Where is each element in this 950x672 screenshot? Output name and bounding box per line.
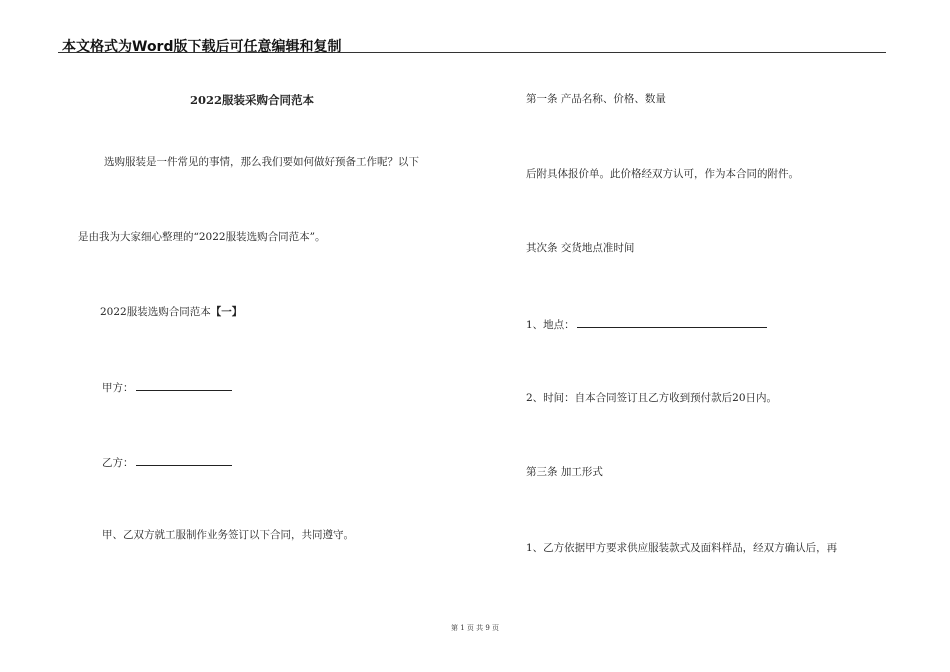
agreement-line: 甲、乙双方就工服制作业务签订以下合同，共同遵守。 bbox=[102, 529, 354, 541]
party-a-blank bbox=[136, 381, 232, 391]
place-label: 1、地点： bbox=[526, 319, 575, 331]
article-2-heading: 其次条 交货地点准时间 bbox=[526, 242, 635, 254]
place-line bbox=[526, 318, 767, 331]
party-b-label: 乙方： bbox=[102, 457, 134, 469]
article-3-item-1: 1、乙方依据甲方要求供应服装款式及面料样品，经双方确认后，再 bbox=[526, 542, 838, 554]
page-indicator: 第 1 页 共 9 页 bbox=[450, 624, 500, 632]
party-a-line bbox=[102, 381, 232, 394]
intro-paragraph-line-2: 是由我为大家细心整理的“2022服装选购合同范本”。 bbox=[78, 231, 326, 243]
time-line: 2、时间：自本合同签订且乙方收到预付款后20日内。 bbox=[526, 392, 778, 404]
section-heading-text: 2022服装选购合同范本 bbox=[100, 306, 211, 318]
section-heading bbox=[100, 307, 242, 318]
place-blank bbox=[577, 318, 767, 328]
section-heading-number: 【一】 bbox=[210, 306, 243, 318]
article-1-text: 后附具体报价单。此价格经双方认可，作为本合同的附件。 bbox=[526, 168, 799, 180]
party-a-label: 甲方： bbox=[102, 382, 134, 394]
document-title: 2022服装采购合同范本 bbox=[190, 93, 315, 107]
document-header-title: 本文格式为Word版下载后可任意编辑和复制 bbox=[62, 39, 342, 55]
intro-paragraph-line-1: 选购服装是一件常见的事情，那么我们要如何做好预备工作呢？以下 bbox=[104, 156, 419, 168]
party-b-line bbox=[102, 456, 232, 469]
article-1-heading: 第一条 产品名称、价格、数量 bbox=[526, 93, 666, 105]
article-3-heading: 第三条 加工形式 bbox=[526, 466, 603, 478]
header-divider bbox=[58, 52, 886, 53]
party-b-blank bbox=[136, 456, 232, 466]
